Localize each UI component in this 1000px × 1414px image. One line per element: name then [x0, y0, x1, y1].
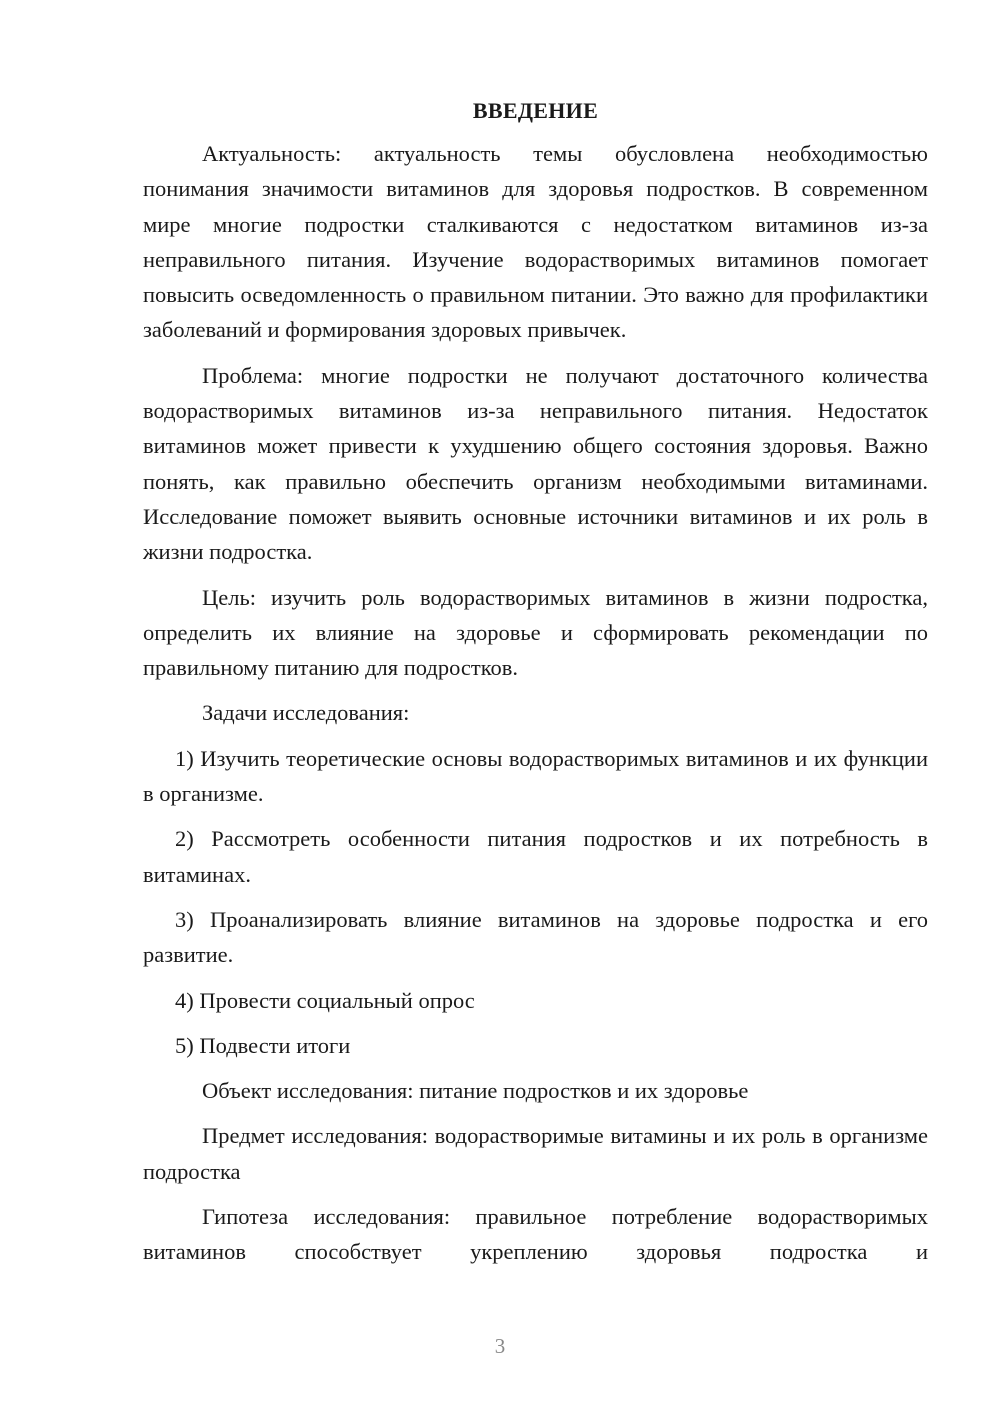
hypothesis-paragraph: Гипотеза исследования: правильное потребление водорастворимых витаминов способствует укреплению здоровья подростка и [143, 1204, 928, 1265]
page-number: 3 [494, 1334, 506, 1358]
tasks-list [143, 741, 928, 1063]
task-item-4: 4) Провести социальный опрос [175, 987, 475, 1013]
subject-paragraph: Предмет исследования: водорастворимые витамины и их роль в организме подростка [143, 1123, 928, 1184]
document-page [143, 96, 928, 1270]
page-title: ВВЕДЕНИЕ [472, 98, 599, 123]
goal-paragraph: Цель: изучить роль водорастворимых витаминов в жизни подростка, определить их влияние на здоровье и сформировать рекомендации по правильному питанию для подростков. [143, 584, 928, 681]
problem-paragraph: Проблема: многие подростки не получают достаточного количества водорастворимых витаминов из-за неправильного питания. Недостаток витаминов может привести к ухудшению общего состояния здоровья. Важно понять, как правильно обеспечить организм необходимыми витаминами. Исследование поможет выявить основные источники витаминов и их роль в жизни подростка. [143, 362, 928, 565]
relevance-paragraph: Актуальность: актуальность темы обусловлена необходимостью понимания значимости витаминов для здоровья подростков. В современном мире многие подростки сталкиваются с недостатком витаминов из-за неправильного питания. Изучение водорастворимых витаминов помогает повысить осведомленность о правильном питании. Это важно для профилактики заболеваний и формирования здоровых привычек. [143, 141, 928, 343]
task-item-2: 2) Рассмотреть особенности питания подростков и их потребность в витаминах. [143, 826, 928, 887]
task-item-3: 3) Проанализировать влияние витаминов на здоровье подростка и его развитие. [143, 906, 928, 968]
tasks-heading: Задачи исследования: [202, 700, 410, 726]
task-item-5: 5) Подвести итоги [175, 1032, 351, 1058]
object-paragraph: Объект исследования: питание подростков и их здоровье [202, 1078, 749, 1104]
task-item-1: 1) Изучить теоретические основы водорастворимых витаминов и их функции в организме. [143, 745, 928, 807]
